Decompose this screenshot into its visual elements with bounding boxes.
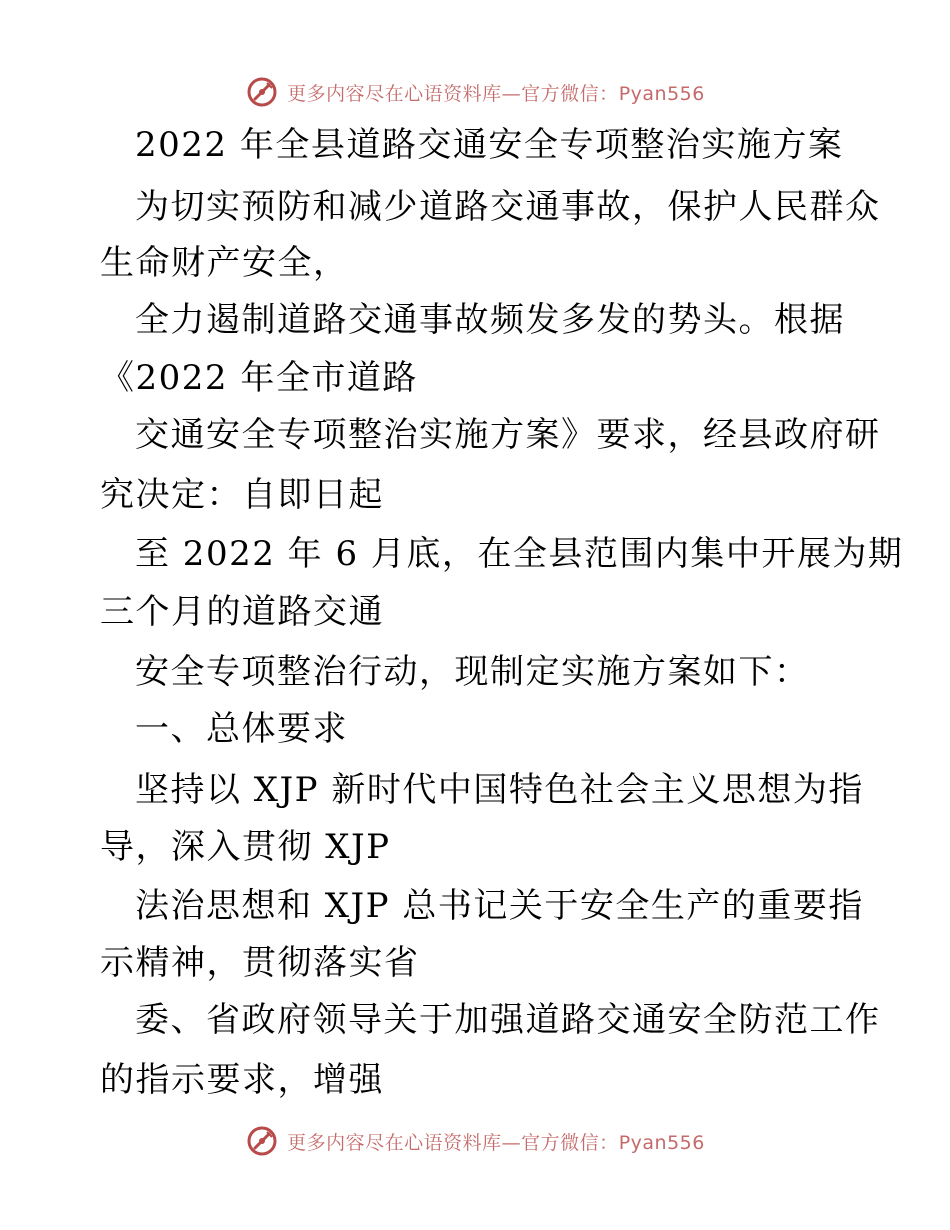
paragraph-line: 导，深入贯彻 XJP bbox=[100, 827, 391, 867]
watermark-text: 更多内容尽在心语资料库—官方微信：Pyan556 bbox=[287, 82, 705, 105]
pen-logo-icon bbox=[245, 1124, 279, 1158]
paragraph-line: 为切实预防和减少道路交通事故，保护人民群众 bbox=[135, 187, 881, 227]
paragraph-line: 示精神，贯彻落实省 bbox=[100, 943, 420, 983]
section-heading: 一、总体要求 bbox=[135, 709, 348, 749]
paragraph-line: 坚持以 XJP 新时代中国特色社会主义思想为指 bbox=[135, 770, 864, 810]
watermark-banner-bottom bbox=[0, 1121, 950, 1161]
paragraph-line: 的指示要求，增强 bbox=[100, 1060, 384, 1100]
document-title: 2022 年全县道路交通安全专项整治实施方案 bbox=[135, 125, 844, 165]
paragraph-line: 委、省政府领导关于加强道路交通安全防范工作 bbox=[135, 1000, 881, 1040]
watermark-text: 更多内容尽在心语资料库—官方微信：Pyan556 bbox=[287, 1131, 705, 1154]
paragraph-line: 三个月的道路交通 bbox=[100, 592, 384, 632]
paragraph-line: 《2022 年全市道路 bbox=[100, 358, 418, 398]
paragraph-line: 生命财产安全， bbox=[100, 243, 349, 283]
paragraph-line: 安全专项整治行动，现制定实施方案如下： bbox=[135, 652, 810, 692]
pen-logo-icon bbox=[245, 75, 279, 109]
paragraph-line: 法治思想和 XJP 总书记关于安全生产的重要指 bbox=[135, 886, 864, 926]
paragraph-line: 至 2022 年 6 月底，在全县范围内集中开展为期 bbox=[135, 534, 904, 574]
paragraph-line: 交通安全专项整治实施方案》要求，经县政府研 bbox=[135, 415, 881, 455]
paragraph-line: 究决定：自即日起 bbox=[100, 475, 384, 515]
paragraph-line: 全力遏制道路交通事故频发多发的势头。根据 bbox=[135, 300, 845, 340]
watermark-banner-top bbox=[0, 72, 950, 112]
